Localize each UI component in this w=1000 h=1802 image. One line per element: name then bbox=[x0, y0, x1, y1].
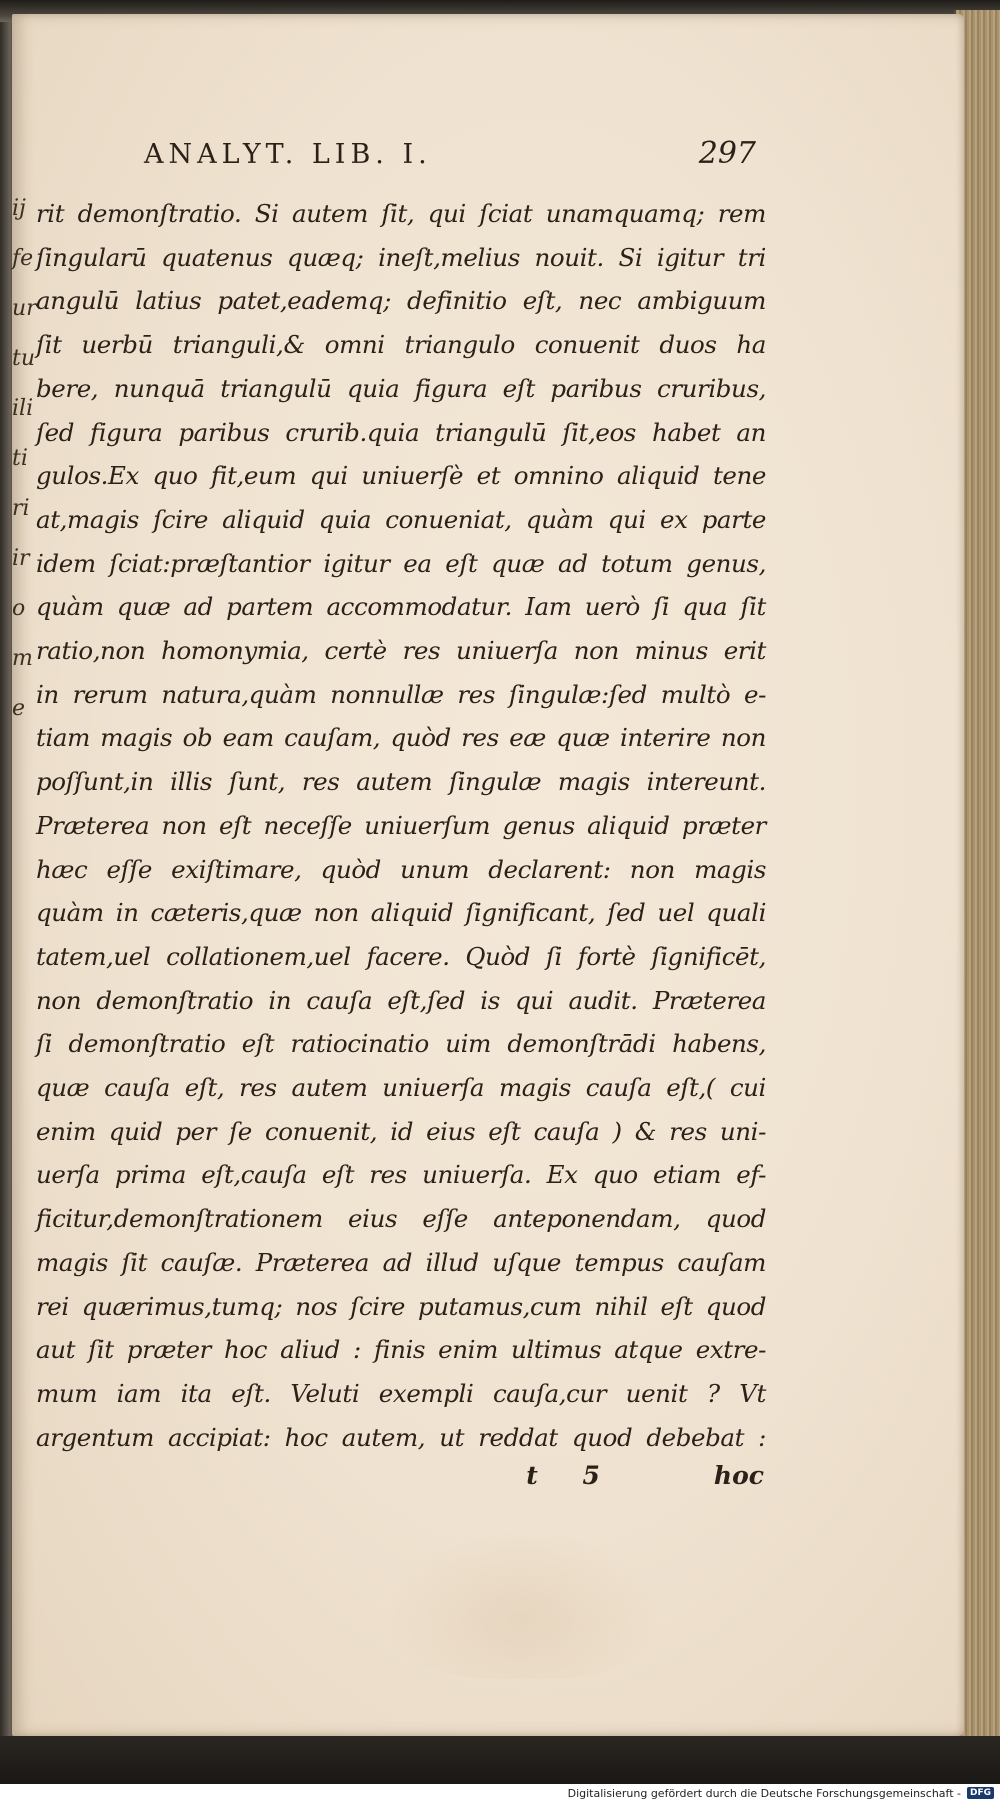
text-line: hæc eſſe exiſtimare, quòd unum declarent: non magis bbox=[36, 854, 766, 884]
gutter-fragment: ur bbox=[12, 296, 37, 321]
text-line: argentum accipiat: hoc autem, ut reddat quod debebat : bbox=[36, 1422, 766, 1452]
gutter-fragment: tu bbox=[12, 346, 36, 371]
facing-page-gutter bbox=[12, 184, 37, 784]
catchword: hoc bbox=[713, 1461, 764, 1491]
text-line: uerſa prima eſt,cauſa eſt res uniuerſa. Ex quo etiam ef- bbox=[36, 1160, 766, 1190]
text-line: ficitur,demonſtrationem eius eſſe anteponendam, quod bbox=[36, 1204, 766, 1234]
text-line: ſed figura paribus crurib.quia triangulū ſit,eos habet an bbox=[36, 417, 766, 447]
text-line: magis ſit cauſæ. Præterea ad illud uſque tempus cauſam bbox=[36, 1247, 766, 1277]
text-line: ſi demonſtratio eſt ratiocinatio uim demonſtrādi habens, bbox=[36, 1029, 766, 1059]
text-line: ſit uerbū trianguli,& omni triangulo conuenit duos ha bbox=[36, 330, 766, 360]
text-line: poſſunt,in illis ſunt, res autem ſingulæ magis intereunt. bbox=[36, 767, 766, 797]
text-line: non demonſtratio in cauſa eſt,ſed is qui audit. Præterea bbox=[36, 985, 766, 1015]
paper-stain bbox=[382, 1529, 662, 1679]
gutter-fragment: m bbox=[12, 646, 33, 671]
gutter-fragment: ili bbox=[12, 396, 34, 421]
body-text bbox=[36, 192, 766, 1459]
text-line: quàm quæ ad partem accommodatur. Iam uerò ſi qua ſit bbox=[36, 592, 766, 622]
text-line: angulū latius patet,eademq; definitio eſt, nec ambiguum bbox=[36, 286, 766, 316]
text-line: ſingularū quatenus quæq; ineſt,melius nouit. Si igitur tri bbox=[36, 242, 766, 272]
signature-mark: t 5 bbox=[526, 1461, 618, 1491]
digitization-credit: Digitalisierung gefördert durch die Deutsche Forschungsgemeinschaft - bbox=[567, 1786, 961, 1800]
text-line: tiam magis ob eam cauſam, quòd res eæ quæ interire non bbox=[36, 723, 766, 753]
text-line: quæ cauſa eſt, res autem uniuerſa magis cauſa eſt,( cui bbox=[36, 1073, 766, 1103]
text-line: mum iam ita eſt. Veluti exempli cauſa,cur uenit ? Vt bbox=[36, 1378, 766, 1408]
text-line: quàm in cæteris,quæ non aliquid ſignificant, ſed uel quali bbox=[36, 898, 766, 928]
digitization-credit-bar bbox=[0, 1784, 1000, 1802]
text-line: tatem,uel collationem,uel facere. Quòd ſi fortè ſignificēt, bbox=[36, 941, 766, 971]
gutter-fragment: fe bbox=[12, 246, 34, 271]
text-line: in rerum natura,quàm nonnullæ res ſingulæ:ſed multò e- bbox=[36, 679, 766, 709]
text-line: Præterea non eſt neceſſe uniuerſum genus aliquid præter bbox=[36, 810, 766, 840]
page-text-block bbox=[36, 136, 766, 1490]
book-page bbox=[12, 14, 964, 1736]
running-head-title: ANALYT. LIB. I. bbox=[144, 139, 432, 170]
dfg-logo-icon: DFG bbox=[967, 1787, 994, 1799]
text-line: ratio,non homonymia, certè res uniuerſa non minus erit bbox=[36, 636, 766, 666]
page-number: 297 bbox=[698, 136, 756, 171]
gutter-fragment: ij bbox=[12, 196, 26, 221]
text-line: rit demonſtratio. Si autem ſit, qui ſciat unamquamq; rem bbox=[36, 199, 766, 228]
gutter-fragment: e bbox=[12, 696, 26, 721]
gutter-fragment: o bbox=[12, 596, 26, 621]
running-head bbox=[36, 136, 766, 186]
text-line: at,magis ſcire aliquid quia conueniat, quàm qui ex parte bbox=[36, 504, 766, 534]
gutter-fragment: ir bbox=[12, 546, 30, 571]
text-line: idem ſciat:præſtantior igitur ea eſt quæ ad totum genus, bbox=[36, 548, 766, 578]
gutter-fragment: ri bbox=[12, 496, 30, 521]
text-line: gulos.Ex quo fit,eum qui uniuerſè et omnino aliquid tene bbox=[36, 461, 766, 491]
gutter-fragment: ti bbox=[12, 446, 28, 471]
signature-catchword-line bbox=[36, 1461, 766, 1490]
text-line: enim quid per ſe conuenit, id eius eſt cauſa ) & res uni- bbox=[36, 1116, 766, 1146]
text-line: rei quærimus,tumq; nos ſcire putamus,cum nihil eſt quod bbox=[36, 1291, 766, 1321]
text-line: bere, nunquā triangulū quia figura eſt paribus cruribus, bbox=[36, 373, 766, 403]
text-line: aut ſit præter hoc aliud : finis enim ultimus atque extre- bbox=[36, 1335, 766, 1365]
